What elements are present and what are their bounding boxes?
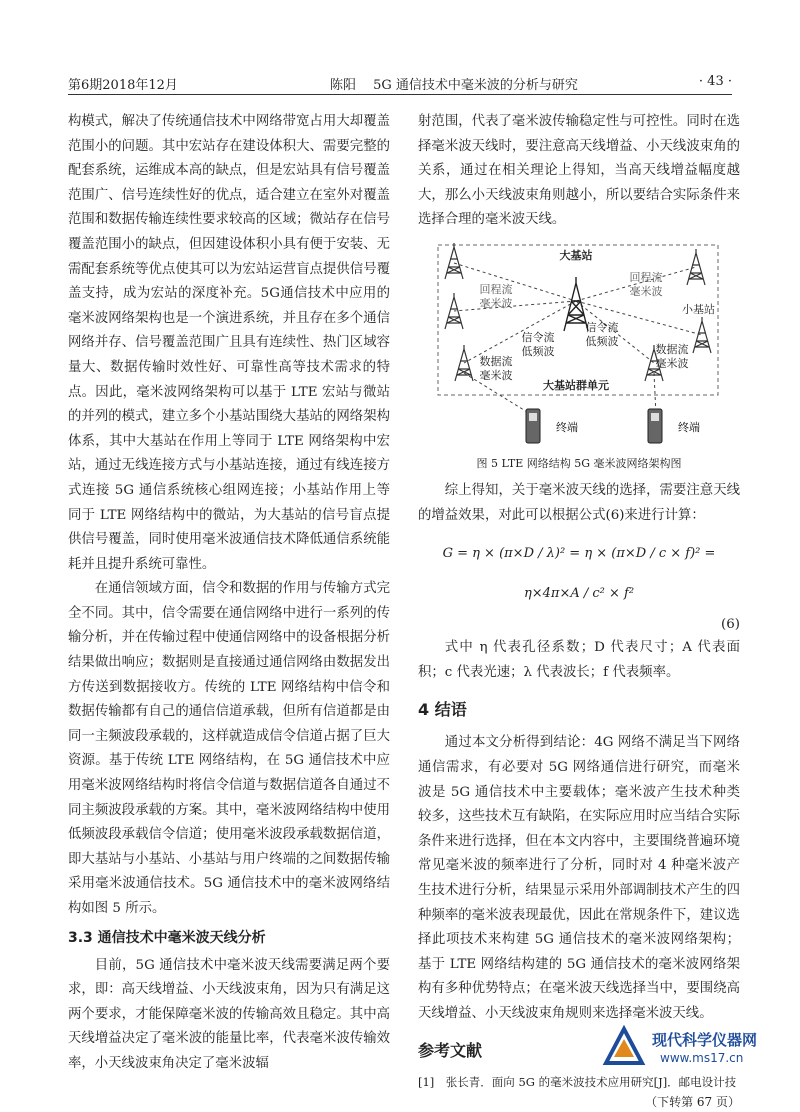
label-small-station: 小基站	[682, 302, 715, 316]
svg-text:毫米波: 毫米波	[655, 356, 689, 370]
svg-text:低频波: 低频波	[521, 344, 555, 358]
watermark-logo	[600, 1023, 790, 1073]
label-unit: 大基站群单元	[543, 378, 609, 392]
section-heading: 4 结语	[418, 700, 467, 720]
label-data-right: 数据流	[655, 342, 689, 356]
svg-text:毫米波: 毫米波	[629, 284, 663, 298]
watermark-url: www.ms17.cn	[660, 1051, 744, 1065]
label-signal-right: 信令流	[585, 320, 619, 334]
big-station-icon	[564, 277, 588, 331]
paragraph: 目前，5G 通信技术中毫米波天线需要满足两个要求，即：高天线增益、小天线波束角，因为只有满足这两个要求，才能保障毫米波的传输高效且稳定。其中高天线增益决定了毫米波的能量比率，代表毫米波传输效率，小天线波束角决定了毫米波辐	[68, 957, 390, 1071]
left-column	[68, 110, 390, 1077]
small-station-icon	[445, 243, 463, 279]
label-terminal: 终端	[678, 420, 700, 434]
network-figure	[434, 243, 722, 449]
network-diagram	[434, 243, 722, 449]
running-header	[68, 72, 732, 95]
paragraph: 在通信领域方面，信令和数据的作用与传输方式完全不同。其中，信令需要在通信网络中进行一系列的传输分析，并在传输过程中使通信网络中的设备根据分析结果做出响应；数据则是直接通过通信网络由数据发出方传送到数据接收方。传统的 LTE 网络结构中信令和数据传输都有自己的通信信道承载，但所有信道都是由同一主频波段承载的，这样就造成信令信道占据了巨大资源。基于传统 LTE 网络结构，在 5G 通信技术中应用毫米波网络结构时将信令信道与数据信道各自通过不同主频波段承载的方案。其中，毫米波网络结构中使用低频波段承载信令信道；使用毫米波段承载数据信道，即大基站与小基站、小基站与用户终端的之间数据传输采用毫米波通信技术。5G 通信技术中的毫米波网络结构如图 5 所示。	[68, 581, 390, 916]
page-number: · 43 ·	[698, 74, 732, 89]
phone-icon	[648, 409, 662, 443]
label-big-station: 大基站	[559, 248, 593, 262]
paragraph: 射范围，代表了毫米波传输稳定性与可控性。同时在选择毫米波天线时，要注意高天线增益、小天线波束角的关系，通过在相关理论上得知，当高天线增益幅度越大，那么小天线波束角则越小，所以要结合实际条件来选择合理的毫米波天线。	[418, 114, 740, 228]
phone-icon	[526, 409, 540, 443]
paragraph: 综上得知，关于毫米波天线的选择，需要注意天线的增益效果，对此可以根据公式(6)来进行计算：	[418, 482, 740, 523]
label-return-left: 回程流	[479, 282, 513, 296]
logo-icon	[600, 1023, 648, 1071]
formula: G = η × (π×D / λ)² = η × (π×D / c × f)² = η×4π×A / c² × f²	[442, 546, 716, 602]
running-title: 陈阳 5G 通信技术中毫米波的分析与研究	[330, 78, 578, 93]
equation-number: (6)	[721, 617, 740, 633]
section-heading: 3.3 通信技术中毫米波天线分析	[68, 929, 266, 946]
label-terminal: 终端	[556, 420, 578, 434]
label-return-right: 回程流	[629, 270, 663, 284]
reference-item: [1] 张长青．面向 5G 的毫米波技术应用研究[J]．邮电设计技	[418, 1075, 737, 1090]
paragraph: 通过本文分析得到结论：4G 网络不满足当下网络通信需求，有必要对 5G 网络通信进行研究，而毫米波是 5G 通信技术中主要载体；毫米波产生技术种类较多，这些技术互有缺陷，在实际应用时应当结合实际条件来进行选择，但在本文内容中，主要围绕普遍环境常见毫米波的频率进行了分析，同时对 4 种毫米波产生技术进行分析，结果显示采用外部调制技术产生的四种频率的毫米波表现最优，因此在常规条件下，建议选择此项技术来构建 5G 通信技术的毫米波网络架构；基于 LTE 网络结构建的 5G 通信技术的毫米波网络架构有多种优势特点；在毫米波天线选择当中，要围绕高天线增益、小天线波束角规则来选择毫米波天线。	[418, 735, 740, 1021]
svg-text:低频波: 低频波	[585, 334, 619, 348]
svg-text:毫米波: 毫米波	[479, 368, 513, 382]
references-heading: 参考文献	[418, 1041, 483, 1061]
label-signal-left: 信令流	[521, 330, 555, 344]
paragraph: 式中 η 代表孔径系数；D 代表尺寸；A 代表面积；c 代表光速；λ 代表波长；f 代表频率。	[418, 640, 740, 680]
right-column	[418, 110, 740, 1112]
figure-caption: 图 5 LTE 网络结构 5G 毫米波网络架构图	[476, 456, 682, 470]
continued-note: （下转第 67 页）	[645, 1095, 740, 1110]
paragraph: 构模式，解决了传统通信技术中网络带宽占用大却覆盖范围小的问题。其中宏站存在建设体积大、需要完整的配套系统，运维成本高的缺点，但是宏站具有信号覆盖范围广、信号连续性好的优点，适合建立在室外对覆盖范围和数据传输连续性要求较高的区域；微站存在信号覆盖范围小的缺点，但因建设体积小具有便于安装、无需配套系统等优点使其可以为宏站运营盲点提供信号覆盖支持，成为宏站的深度补充。5G通信技术中应用的毫米波网络架构也是一个演进系统，并且存在多个通信网络并存、信号覆盖范围广且具有连续性、热门区域容量大、数据传输时效性好、可靠性高等技术需求的特点。因此，毫米波网络架构可以基于 LTE 宏站与微站的并列的模式，建立多个小基站围绕大基站的网络架构体系，其中大基站在作用上等同于 LTE 网络架构中宏站，通过无线连接方式与小基站连接，通过有线连接方式连接 5G 通信系统核心组网连接；小基站作用上等同于 LTE 网络结构中的微站，为大基站的信号盲点提供信号覆盖，同时使用毫米波通信技术降低通信系统能耗并且提升系统可靠性。	[68, 114, 390, 572]
watermark-title: 现代科学仪器网	[652, 1031, 758, 1049]
issue-label: 第6期2018年12月	[68, 78, 178, 93]
label-data-left: 数据流	[479, 354, 513, 368]
svg-text:毫米波: 毫米波	[479, 296, 513, 310]
